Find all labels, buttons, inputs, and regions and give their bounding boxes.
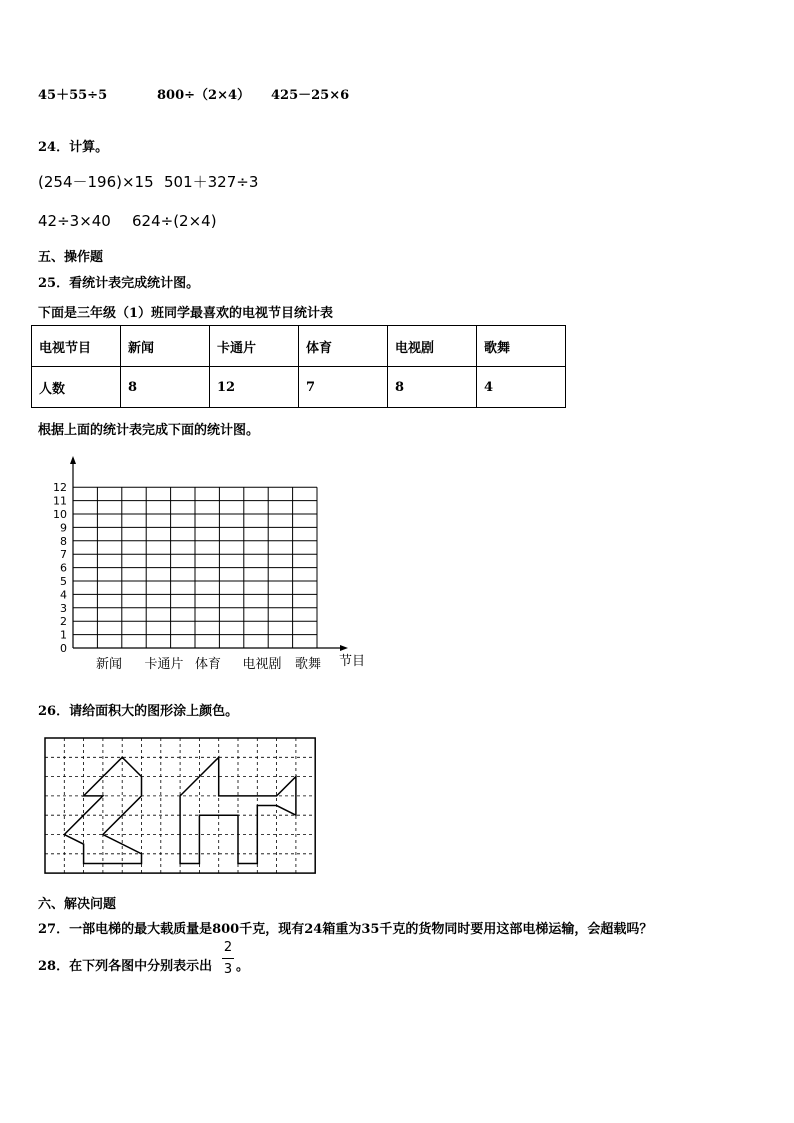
y-tick-label: 12: [53, 481, 67, 495]
q26-heading: 26．请给面积大的图形涂上颜色。: [38, 704, 239, 719]
expr-1: 45＋55÷5: [38, 88, 108, 103]
fraction-bar: [222, 958, 234, 959]
table-cell: 8: [121, 367, 210, 408]
y-tick-label: 3: [60, 601, 67, 615]
q27-text: 27．一部电梯的最大载质量是800千克，现有24箱重为35千克的货物同时要用这部电梯运输，会超载吗？: [38, 922, 653, 937]
fraction-denominator: 3: [223, 962, 233, 977]
table-cell: 12: [210, 367, 299, 408]
y-tick-label: 7: [60, 548, 67, 562]
expr-3: 425－25×6: [271, 88, 350, 103]
x-tick-label: 新闻: [95, 657, 123, 672]
y-tick-label: 4: [60, 588, 67, 602]
x-tick-label: 电视剧: [242, 657, 282, 672]
y-tick-label: 6: [60, 561, 67, 575]
table-cell: 体育: [299, 326, 388, 367]
x-axis-arrow: [340, 645, 348, 651]
q24-expr-3: 42÷3×40: [38, 212, 111, 230]
q24-heading: 24．计算。: [38, 140, 109, 155]
table-title: 下面是三年级（1）班同学最喜欢的电视节目统计表: [38, 306, 334, 321]
q25-heading: 25．看统计表完成统计图。: [38, 276, 200, 291]
table-cell: 电视节目: [32, 326, 121, 367]
stats-table: [31, 325, 566, 408]
section-6-heading: 六、解决问题: [38, 897, 117, 912]
y-tick-label: 1: [60, 628, 67, 642]
table-cell: 电视剧: [388, 326, 477, 367]
y-axis-arrow: [70, 456, 76, 464]
section-5-heading: 五、操作题: [38, 250, 104, 265]
y-tick-label: 8: [60, 534, 67, 548]
expr-2: 800÷（2×4）: [157, 88, 251, 103]
shape-grid: [40, 733, 320, 883]
table-row: [32, 367, 566, 408]
y-tick-label: 0: [60, 642, 67, 655]
x-tick-label: 卡通片: [144, 657, 184, 672]
table-cell: 8: [388, 367, 477, 408]
table-cell: 7: [299, 367, 388, 408]
table-cell: 人数: [32, 367, 121, 408]
q28-prefix: 28．在下列各图中分别表示出: [38, 959, 213, 974]
y-tick-label: 10: [53, 508, 67, 521]
chart-instruction: 根据上面的统计表完成下面的统计图。: [38, 423, 260, 438]
y-tick-label: 11: [53, 494, 67, 508]
y-tick-label: 5: [60, 575, 67, 588]
x-axis-label: 节目: [338, 654, 366, 669]
x-tick-label: 体育: [194, 657, 222, 672]
table-header-row: [32, 326, 566, 367]
table-cell: 新闻: [121, 326, 210, 367]
q28-suffix: 。: [236, 959, 250, 974]
bar-chart[interactable]: [40, 450, 370, 680]
y-tick-label: 9: [60, 521, 67, 535]
table-cell: 4: [477, 367, 566, 408]
fraction-numerator: 2: [223, 940, 233, 955]
q24-expr-1: (254－196)×15: [38, 173, 154, 191]
q24-expr-4: 624÷(2×4): [132, 212, 217, 230]
y-tick-label: 2: [60, 615, 67, 629]
table-cell: 歌舞: [477, 326, 566, 367]
q24-expr-2: 501＋327÷3: [164, 173, 259, 191]
table-cell: 卡通片: [210, 326, 299, 367]
x-tick-label: 歌舞: [294, 657, 322, 672]
